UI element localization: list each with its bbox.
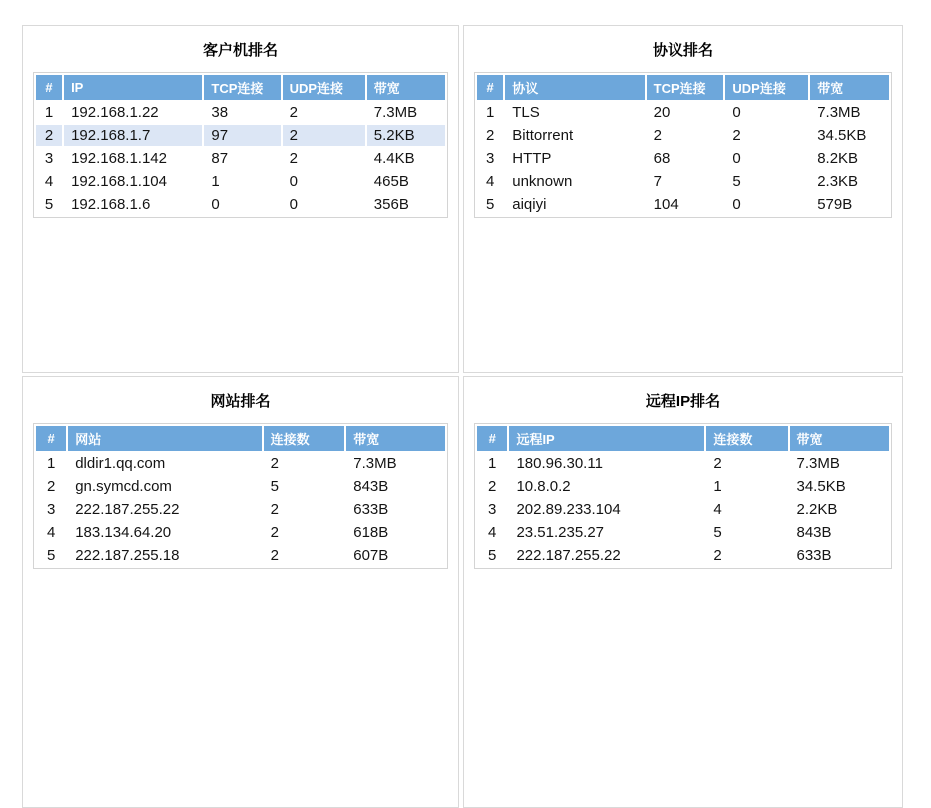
table-cell: 183.134.64.20 [75,524,172,541]
table-cell: 7 [653,173,662,190]
table-cell: 607B [353,547,389,564]
header-row [36,426,445,451]
column-header: # [477,426,507,451]
table-cell: 4 [488,524,497,541]
table-cell: 2 [283,125,365,146]
table-cell: 465B [373,173,409,190]
table-cell: 2 [485,127,495,144]
table-cell: 2 [289,104,298,121]
table-cell: 2.2KB [796,501,838,518]
table-cell: 34.5KB [796,478,846,495]
table-row[interactable] [36,125,445,146]
table-cell: 68 [653,150,671,167]
column-header: 连接数 [706,426,787,451]
column-header: 带宽 [790,426,890,451]
table-cell: 3 [485,150,495,167]
table-cell: 87 [211,150,229,167]
table-cell: 97 [204,125,280,146]
table-cell: Bittorrent [512,127,574,144]
table-cell: 7.3MB [353,455,397,472]
table-cell: 202.89.233.104 [516,501,621,518]
table-cell: 23.51.235.27 [516,524,605,541]
header-row [477,426,889,451]
column-header: 远程IP [509,426,704,451]
column-header: # [36,426,66,451]
table-cell: 5 [488,547,497,564]
table-cell: 633B [796,547,832,564]
table-cell: 8.2KB [817,150,859,167]
table-cell: 2 [270,501,279,518]
table-row[interactable] [477,499,889,520]
table-cell: aiqiyi [512,196,547,213]
table-row[interactable] [36,545,445,566]
table-cell: 7.3MB [796,455,840,472]
column-header: 带宽 [346,426,445,451]
table-cell: 1 [713,478,722,495]
table-row[interactable] [36,499,445,520]
table-row[interactable] [477,194,889,215]
panel-protocol-ranking [463,25,903,373]
table-cell: 2 [270,547,279,564]
table-row[interactable] [36,194,445,215]
table-cell: 0 [732,150,741,167]
column-header: TCP连接 [204,75,280,100]
table-cell: 104 [653,196,679,213]
protocol-ranking-table [474,72,892,218]
table-cell: 7.3MB [373,104,418,121]
column-header: 带宽 [810,75,889,100]
table-cell: 2 [36,125,62,146]
table-cell: 2 [270,524,279,541]
table-cell: 633B [353,501,389,518]
table-cell: 3 [488,501,497,518]
table-cell: 5 [732,173,741,190]
table-cell: 5.2KB [367,125,445,146]
column-header: 连接数 [264,426,345,451]
table-cell: 180.96.30.11 [516,455,603,472]
table-row[interactable] [477,545,889,566]
table-cell: 0 [211,196,220,213]
table-cell: HTTP [512,150,552,167]
table-row[interactable] [36,453,445,474]
table-cell: 10.8.0.2 [516,478,571,495]
table-cell: 5 [485,196,495,213]
table-cell: 192.168.1.7 [64,125,202,146]
table-cell: 4.4KB [373,150,415,167]
table-cell: 192.168.1.6 [71,196,151,213]
table-cell: 843B [353,478,389,495]
table-cell: 3 [44,150,54,167]
table-cell: 4 [46,524,56,541]
table-cell: 5 [270,478,279,495]
table-row[interactable] [36,476,445,497]
panel-title: 协议排名 [652,42,713,59]
column-header: UDP连接 [725,75,808,100]
table-row[interactable] [36,148,445,169]
table-cell: 618B [353,524,389,541]
table-cell: 4 [485,173,495,190]
header-row [477,75,889,100]
table-cell: 0 [732,196,741,213]
table-cell: 192.168.1.104 [71,173,167,190]
table-cell: 1 [46,455,56,472]
table-row[interactable] [477,148,889,169]
table-cell: 2 [270,455,279,472]
header-row [36,75,445,100]
column-header: 带宽 [367,75,445,100]
panel-title: 网站排名 [210,393,271,410]
panel-title: 远程IP排名 [645,393,721,410]
table-cell: 0 [289,196,298,213]
table-cell: 5 [44,196,54,213]
website-ranking-table [33,423,448,569]
table-cell: 7.3MB [817,104,861,121]
table-cell: 222.187.255.22 [75,501,180,518]
column-header: TCP连接 [647,75,724,100]
table-cell: 1 [488,455,497,472]
column-header: # [36,75,62,100]
table-cell: 2 [46,478,56,495]
table-row[interactable] [477,102,889,123]
table-cell: 1 [485,104,495,121]
table-cell: 192.168.1.22 [71,104,159,121]
column-header: 网站 [68,426,261,451]
table-cell: 4 [713,501,722,518]
table-cell: 38 [211,104,229,121]
table-cell: 2 [713,547,722,564]
panel-website-ranking [22,376,459,808]
column-header: 协议 [505,75,644,100]
table-row[interactable] [36,102,445,123]
table-cell: 4 [44,173,54,190]
table-cell: TLS [512,104,540,121]
remote-ip-ranking-table [474,423,892,569]
table-cell: 843B [796,524,832,541]
table-cell: 222.187.255.22 [516,547,621,564]
table-row[interactable] [477,125,889,146]
panel-client-ranking [22,25,459,373]
ranking-dashboard [22,25,903,808]
table-row[interactable] [477,522,889,543]
table-cell: 2 [653,127,662,144]
table-cell: 5 [46,547,56,564]
panel-title: 客户机排名 [202,42,278,59]
panel-remote-ip-ranking [463,376,903,808]
table-cell: gn.symcd.com [75,478,172,495]
table-row[interactable] [477,453,889,474]
table-row[interactable] [477,171,889,192]
table-cell: 3 [46,501,56,518]
table-cell: 356B [373,196,409,213]
client-ranking-table [33,72,448,218]
table-cell: 2 [289,150,298,167]
column-header: UDP连接 [283,75,365,100]
table-row[interactable] [36,522,445,543]
table-cell: 192.168.1.142 [71,150,167,167]
table-row[interactable] [477,476,889,497]
table-cell: 1 [44,104,54,121]
table-cell: unknown [512,173,573,190]
table-row[interactable] [36,171,445,192]
column-header: # [477,75,503,100]
table-cell: 5 [713,524,722,541]
table-cell: 579B [817,196,853,213]
table-cell: dldir1.qq.com [75,455,166,472]
table-cell: 222.187.255.18 [75,547,180,564]
table-cell: 2 [488,478,497,495]
table-cell: 0 [732,104,741,121]
table-cell: 34.5KB [817,127,867,144]
table-cell: 2 [713,455,722,472]
table-cell: 0 [289,173,298,190]
table-cell: 2.3KB [817,173,859,190]
column-header: IP [64,75,202,100]
table-cell: 2 [732,127,741,144]
table-cell: 1 [211,173,220,190]
table-cell: 20 [653,104,671,121]
